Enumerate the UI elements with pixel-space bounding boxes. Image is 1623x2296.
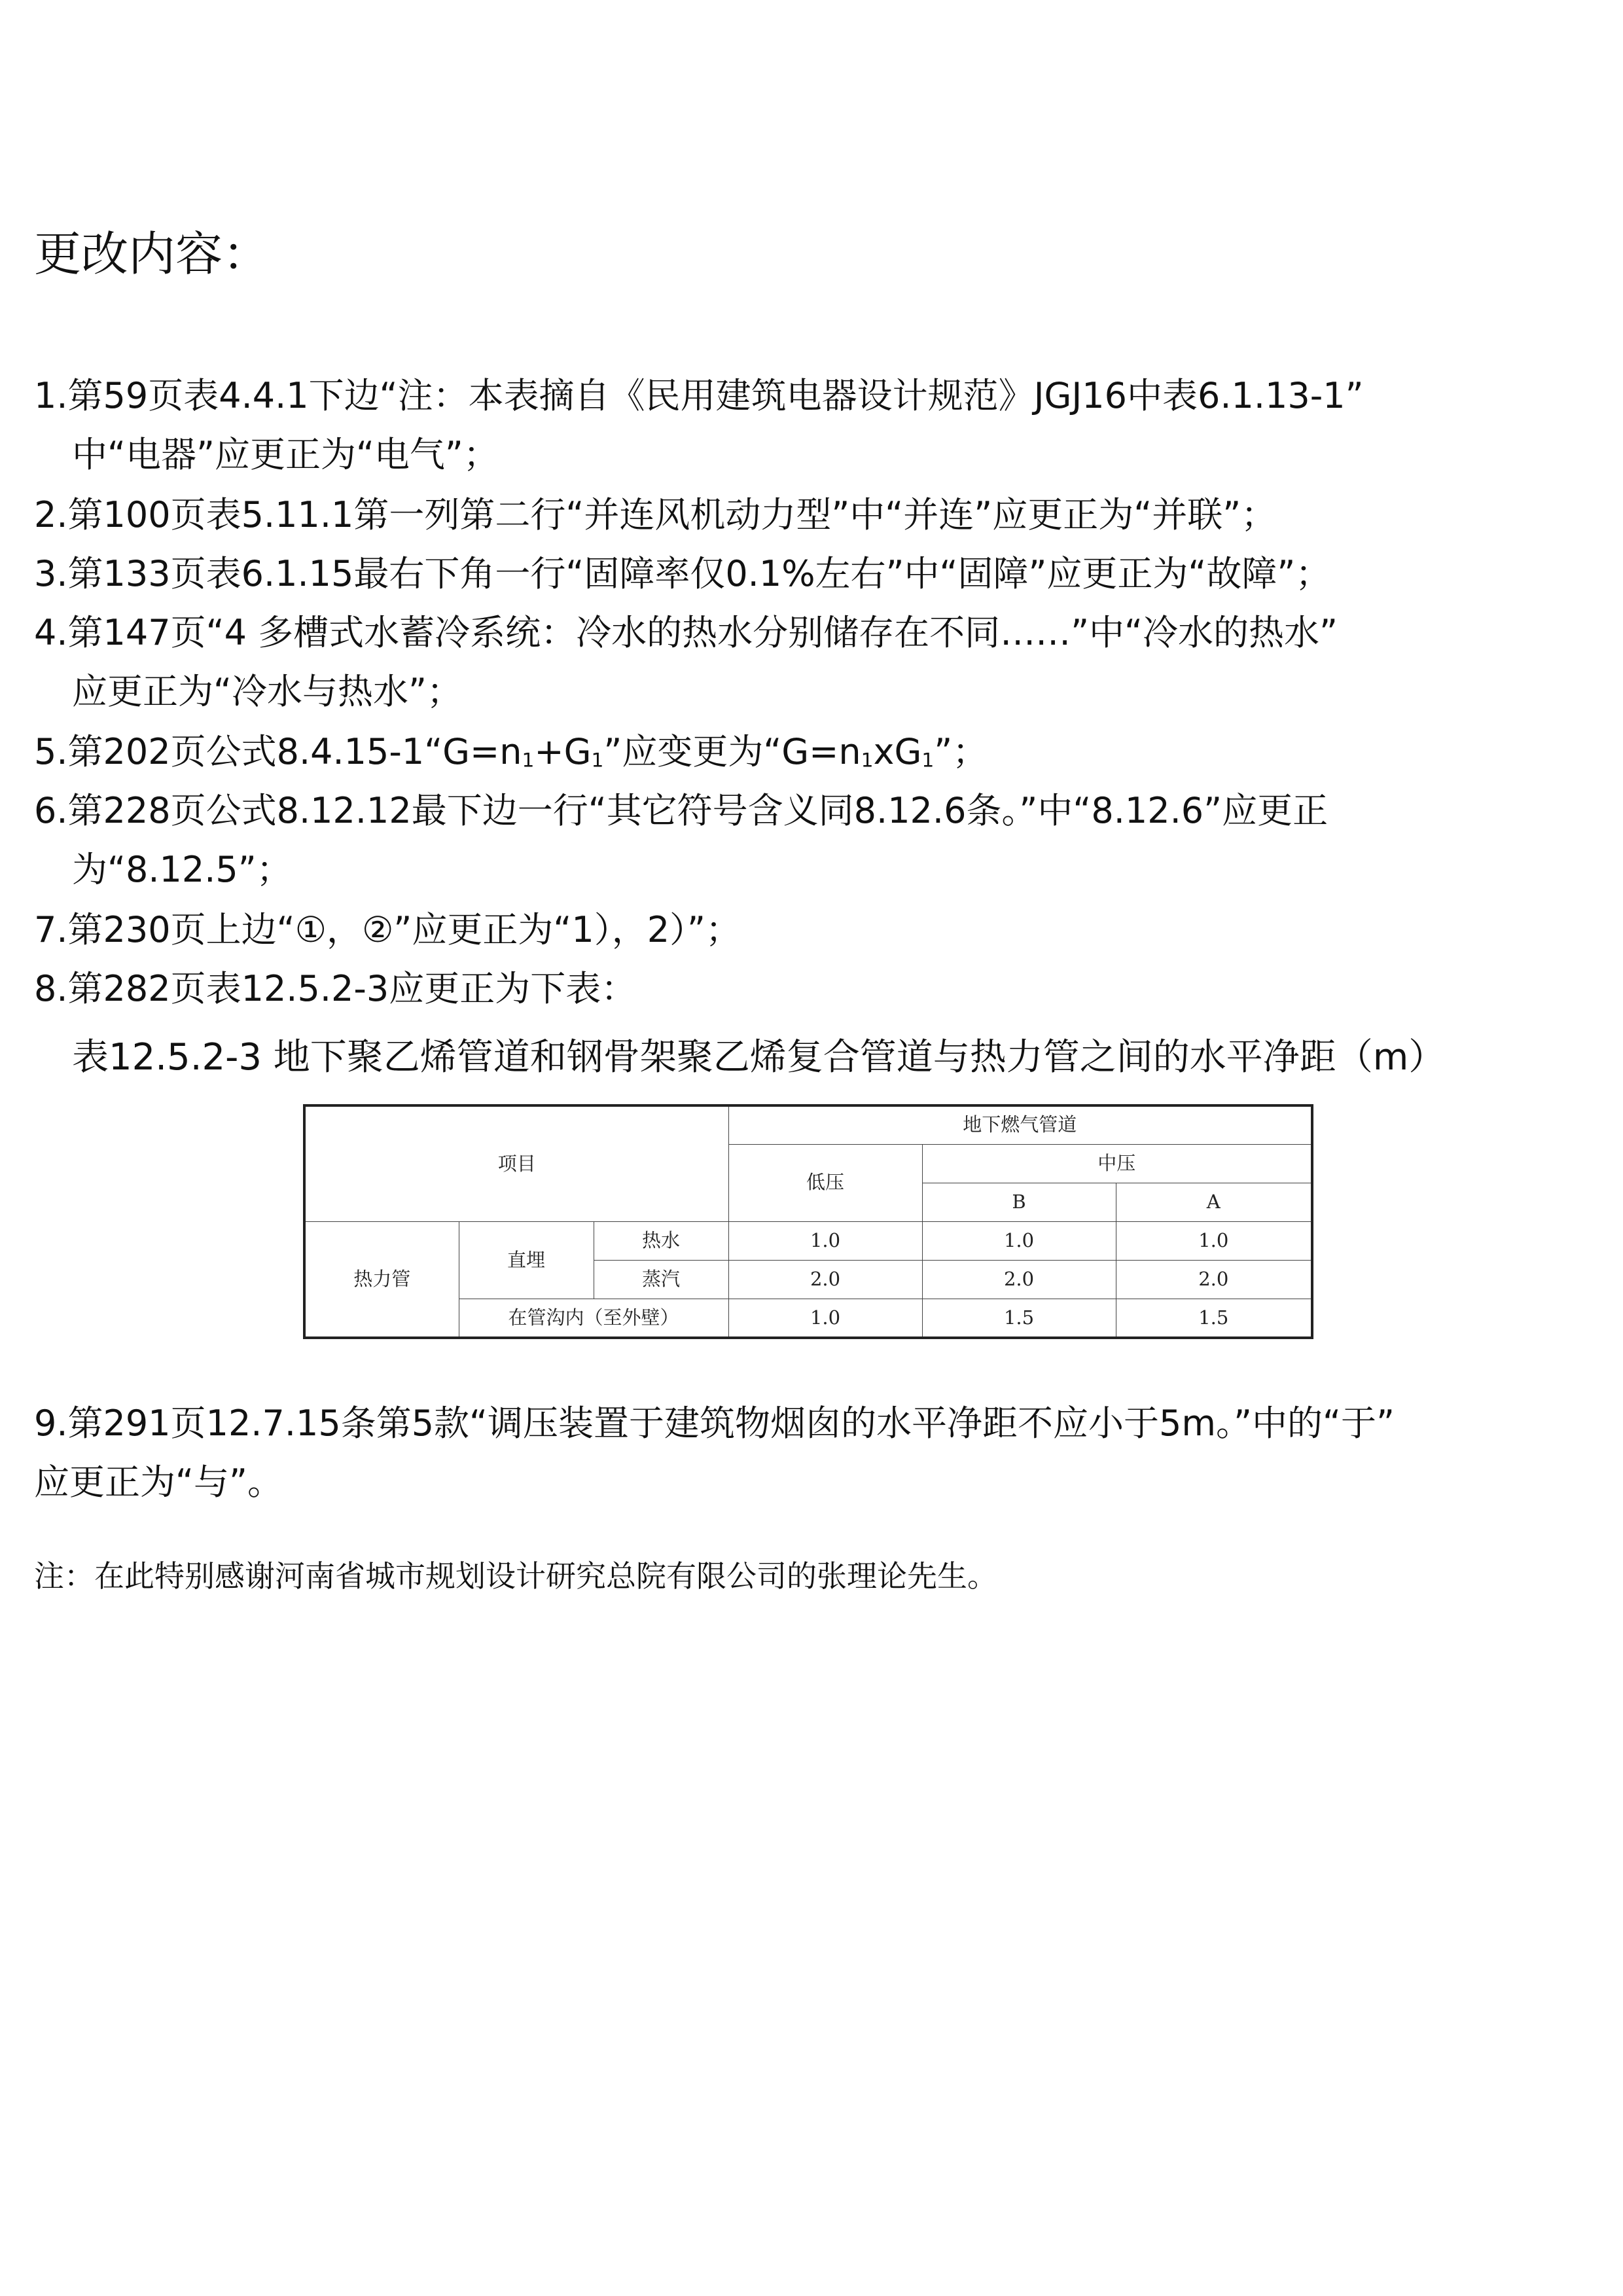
cell-hot-water-low: 1.0 [728,1221,922,1260]
row-label-in-trench: 在管沟内（至外壁） [459,1299,728,1338]
item-6-line-2: 为“8.12.5”； [72,849,292,890]
item-8: 8.第282页表12.5.2-3应更正为下表： [34,968,637,1009]
clearance-table [303,1104,1313,1339]
item-5-text-b: +G [534,731,592,772]
table-caption: 表12.5.2-3 地下聚乙烯管道和钢骨架聚乙烯复合管道与热力管之间的水平净距（m） [72,1036,1446,1079]
item-5-sub-d: 1 [921,749,935,772]
cell-trench-b: 1.5 [922,1299,1116,1338]
item-5-sub-c: 1 [861,749,874,772]
row-direct-burial: 直埋 [459,1221,594,1299]
row-category-heat-pipe: 热力管 [304,1221,459,1338]
table-row [304,1221,1312,1260]
header-medium-a: A [1116,1183,1312,1221]
header-gas-pipe: 地下燃气管道 [728,1105,1312,1144]
row-label-steam: 蒸汽 [594,1261,728,1299]
cell-steam-low: 2.0 [728,1261,922,1299]
item-4-line-2: 应更正为“冷水与热水”； [72,671,462,712]
header-medium-b: B [922,1183,1116,1221]
item-6-line-1: 6.第228页公式8.12.12最下边一行“其它符号含义同8.12.6条。”中“8.12.6”应更正 [34,790,1329,831]
cell-trench-a: 1.5 [1116,1299,1312,1338]
item-5-sub-a: 1 [522,749,535,772]
table-header-row-1 [304,1105,1312,1144]
item-3: 3.第133页表6.1.15最右下角一行“固障率仅0.1%左右”中“固障”应更正为“故障”； [34,553,1331,594]
item-7: 7.第230页上边“①，②”应更正为“1），2）”； [34,909,741,950]
item-5 [34,731,988,772]
acknowledgement-note: 注：在此特别感谢河南省城市规划设计研究总院有限公司的张理论先生。 [34,1558,997,1594]
item-5-text-a: 5.第202页公式8.4.15-1“G=n [34,731,522,772]
item-9-line-1: 9.第291页12.7.15条第5款“调压装置于建筑物烟囱的水平净距不应小于5m。”中的“于” [34,1403,1395,1444]
cell-hot-water-a: 1.0 [1116,1221,1312,1260]
item-5-text-e: ”； [934,731,988,772]
item-5-text-c: ”应变更为“G=n [603,731,861,772]
item-1-line-2: 中“电器”应更正为“电气”； [72,434,499,475]
item-4-line-1: 4.第147页“4 多槽式水蓄冷系统：冷水的热水分别储存在不同……”中“冷水的热水” [34,612,1338,653]
item-5-text-d: xG [873,731,922,772]
header-medium-pressure: 中压 [922,1144,1312,1183]
page-title: 更改内容： [34,226,270,281]
row-label-hot-water: 热水 [594,1221,728,1260]
cell-hot-water-b: 1.0 [922,1221,1116,1260]
item-1-line-1: 1.第59页表4.4.1下边“注：本表摘自《民用建筑电器设计规范》JGJ16中表6.1.13-1” [34,375,1364,416]
item-5-sub-b: 1 [591,749,604,772]
cell-steam-b: 2.0 [922,1261,1116,1299]
header-low-pressure: 低压 [728,1144,922,1221]
item-9-line-2: 应更正为“与”。 [34,1462,283,1503]
cell-trench-low: 1.0 [728,1299,922,1338]
cell-steam-a: 2.0 [1116,1261,1312,1299]
item-2: 2.第100页表5.11.1第一列第二行“并连风机动力型”中“并连”应更正为“并联”； [34,494,1277,535]
header-item: 项目 [304,1105,728,1221]
